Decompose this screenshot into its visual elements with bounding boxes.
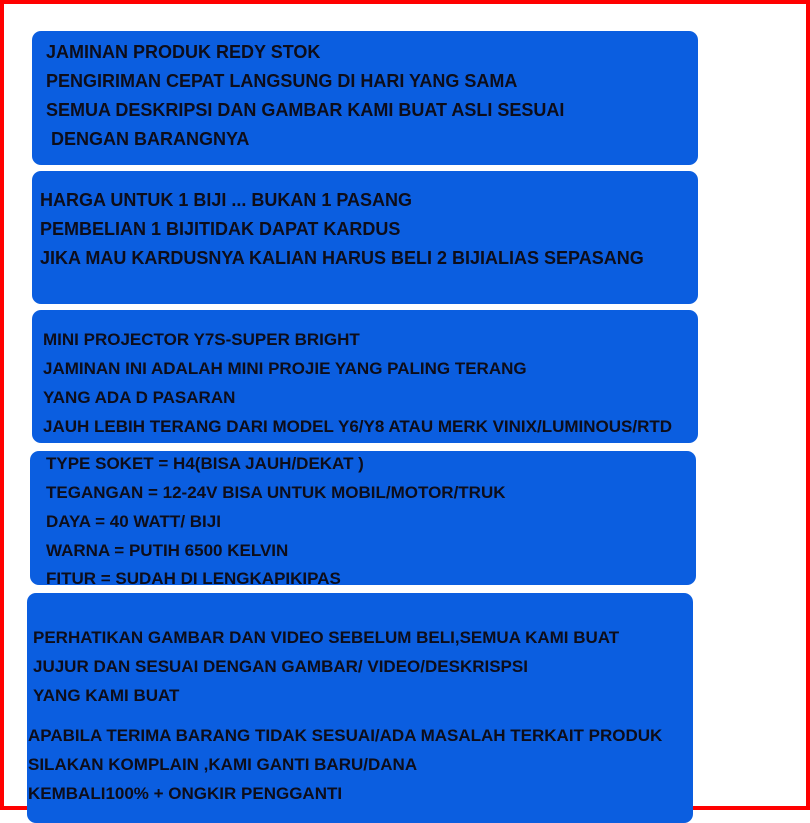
- panel-guarantee: [32, 31, 698, 165]
- complaint-line-2: SILAKAN KOMPLAIN ,KAMI GANTI BARU/DANA: [28, 755, 418, 774]
- spec-feature: FITUR = SUDAH DI LENGKAPIKIPAS: [46, 569, 341, 588]
- panel-notice: [27, 593, 693, 823]
- product-line-1: MINI PROJECTOR Y7S-SUPER BRIGHT: [43, 330, 360, 349]
- guarantee-line-1: JAMINAN PRODUK REDY STOK: [46, 42, 321, 62]
- notice-line-1: PERHATIKAN GAMBAR DAN VIDEO SEBELUM BELI,SEMUA KAMI BUAT: [33, 628, 620, 647]
- spec-voltage: TEGANGAN = 12-24V BISA UNTUK MOBIL/MOTOR/TRUK: [46, 483, 506, 502]
- guarantee-line-3: SEMUA DESKRIPSI DAN GAMBAR KAMI BUAT ASLI SESUAI: [46, 100, 565, 120]
- spec-power: DAYA = 40 WATT/ BIJI: [46, 512, 221, 531]
- price-line-2: PEMBELIAN 1 BIJITIDAK DAPAT KARDUS: [40, 219, 401, 239]
- product-line-3: YANG ADA D PASARAN: [43, 388, 236, 407]
- panel-product-claim: [32, 310, 698, 443]
- panel-price-info: [32, 171, 698, 304]
- panel-specifications: [30, 451, 696, 588]
- guarantee-line-2: PENGIRIMAN CEPAT LANGSUNG DI HARI YANG SAMA: [46, 71, 518, 91]
- complaint-line-1: APABILA TERIMA BARANG TIDAK SESUAI/ADA MASALAH TERKAIT PRODUK: [28, 726, 663, 745]
- notice-line-3: YANG KAMI BUAT: [33, 686, 180, 705]
- complaint-line-3: KEMBALI100% + ONGKIR PENGGANTI: [28, 784, 343, 803]
- guarantee-line-4: DENGAN BARANGNYA: [46, 129, 250, 149]
- spec-color: WARNA = PUTIH 6500 KELVIN: [46, 541, 289, 560]
- notice-line-2: JUJUR DAN SESUAI DENGAN GAMBAR/ VIDEO/DESKRISPSI: [33, 657, 528, 676]
- price-line-3: JIKA MAU KARDUSNYA KALIAN HARUS BELI 2 BIJIALIAS SEPASANG: [40, 248, 644, 268]
- spec-socket-type: TYPE SOKET = H4(BISA JAUH/DEKAT ): [46, 454, 364, 473]
- product-line-2: JAMINAN INI ADALAH MINI PROJIE YANG PALING TERANG: [43, 359, 527, 378]
- price-line-1: HARGA UNTUK 1 BIJI ... BUKAN 1 PASANG: [40, 190, 413, 210]
- product-line-4: JAUH LEBIH TERANG DARI MODEL Y6/Y8 ATAU MERK VINIX/LUMINOUS/RTD: [43, 417, 673, 436]
